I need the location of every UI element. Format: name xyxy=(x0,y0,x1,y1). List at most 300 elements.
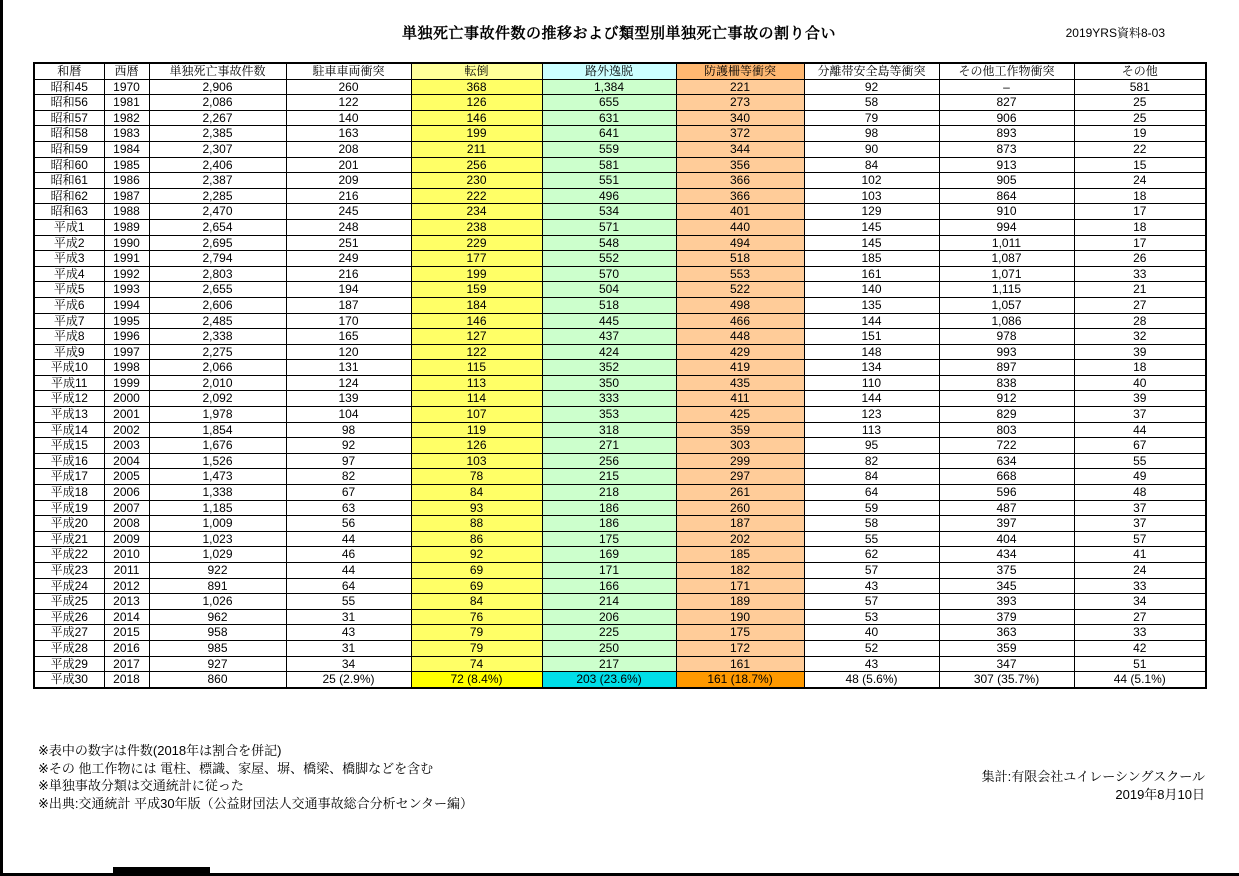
table-cell: 359 xyxy=(939,640,1074,656)
table-cell: 145 xyxy=(804,219,939,235)
table-cell: 115 xyxy=(411,360,542,376)
table-cell: 230 xyxy=(411,173,542,189)
table-cell: 372 xyxy=(676,126,804,142)
table-cell: 平成9 xyxy=(34,344,104,360)
footnote: ※その 他工作物には 電柱、標識、家屋、塀、橋梁、橋脚などを含む xyxy=(38,760,434,776)
table-cell: 59 xyxy=(804,500,939,516)
table-cell: 145 xyxy=(804,235,939,251)
table-cell: 平成24 xyxy=(34,578,104,594)
table-row xyxy=(34,157,1206,173)
table-cell: 2011 xyxy=(104,563,149,579)
table-cell: 166 xyxy=(542,578,676,594)
table-row xyxy=(34,204,1206,220)
table-cell: 74 xyxy=(411,656,542,672)
table-cell: 873 xyxy=(939,141,1074,157)
table-cell: 1985 xyxy=(104,157,149,173)
table-cell: 170 xyxy=(286,313,411,329)
table-cell: 494 xyxy=(676,235,804,251)
table-cell: 55 xyxy=(1074,453,1206,469)
table-cell: 518 xyxy=(542,297,676,313)
table-cell: 2,385 xyxy=(149,126,286,142)
table-cell: 1984 xyxy=(104,141,149,157)
table-cell: 216 xyxy=(286,188,411,204)
table-cell: 22 xyxy=(1074,141,1206,157)
table-cell: 978 xyxy=(939,329,1074,345)
table-row xyxy=(34,235,1206,251)
table-cell: 55 xyxy=(286,594,411,610)
table-cell: 297 xyxy=(676,469,804,485)
table-cell: 189 xyxy=(676,594,804,610)
table-row xyxy=(34,625,1206,641)
table-cell: 39 xyxy=(1074,344,1206,360)
table-cell: 2,606 xyxy=(149,297,286,313)
table-row xyxy=(34,407,1206,423)
table-cell: 78 xyxy=(411,469,542,485)
table-cell: 28 xyxy=(1074,313,1206,329)
table-cell: 1998 xyxy=(104,360,149,376)
table-cell: 1994 xyxy=(104,297,149,313)
table-cell: 159 xyxy=(411,282,542,298)
table-cell: 273 xyxy=(676,95,804,111)
table-cell: 340 xyxy=(676,110,804,126)
table-cell: 913 xyxy=(939,157,1074,173)
table-cell: 2005 xyxy=(104,469,149,485)
table-cell: 92 xyxy=(804,79,939,95)
table-cell: 2001 xyxy=(104,407,149,423)
table-cell: 123 xyxy=(804,407,939,423)
table-cell: 129 xyxy=(804,204,939,220)
table-cell: 34 xyxy=(286,656,411,672)
table-cell: 124 xyxy=(286,375,411,391)
table-cell: 912 xyxy=(939,391,1074,407)
table-cell: 249 xyxy=(286,251,411,267)
table-cell: 151 xyxy=(804,329,939,345)
table-cell: 393 xyxy=(939,594,1074,610)
table-cell: 69 xyxy=(411,563,542,579)
table-cell: 97 xyxy=(286,453,411,469)
table-cell: 平成14 xyxy=(34,422,104,438)
table-cell: 102 xyxy=(804,173,939,189)
table-cell: 25 xyxy=(1074,110,1206,126)
table-cell: 2010 xyxy=(104,547,149,563)
table-cell: 534 xyxy=(542,204,676,220)
table-cell: 122 xyxy=(286,95,411,111)
table-row xyxy=(34,344,1206,360)
table-cell: 2,485 xyxy=(149,313,286,329)
table-cell: 248 xyxy=(286,219,411,235)
table-cell: 2006 xyxy=(104,485,149,501)
table-cell: 344 xyxy=(676,141,804,157)
table-cell: 昭和62 xyxy=(34,188,104,204)
table-cell: 352 xyxy=(542,360,676,376)
table-cell: 2000 xyxy=(104,391,149,407)
table-cell: 113 xyxy=(411,375,542,391)
table-cell: 350 xyxy=(542,375,676,391)
table-cell: 110 xyxy=(804,375,939,391)
table-cell: 51 xyxy=(1074,656,1206,672)
table-row xyxy=(34,141,1206,157)
table-cell: 44 (5.1%) xyxy=(1074,672,1206,688)
table-cell: 84 xyxy=(804,157,939,173)
table-cell: 88 xyxy=(411,516,542,532)
table-cell: 1988 xyxy=(104,204,149,220)
column-header: 路外逸脱 xyxy=(542,63,676,79)
table-cell: 135 xyxy=(804,297,939,313)
table-cell: 435 xyxy=(676,375,804,391)
table-cell: 2016 xyxy=(104,640,149,656)
column-header: 単独死亡事故件数 xyxy=(149,63,286,79)
table-cell: 2018 xyxy=(104,672,149,688)
table-cell: 245 xyxy=(286,204,411,220)
table-cell: 平成12 xyxy=(34,391,104,407)
table-cell: 897 xyxy=(939,360,1074,376)
column-header: その他工作物衝突 xyxy=(939,63,1074,79)
table-cell: 1,115 xyxy=(939,282,1074,298)
table-cell: 496 xyxy=(542,188,676,204)
table-cell: 18 xyxy=(1074,219,1206,235)
table-cell: 445 xyxy=(542,313,676,329)
table-cell: 260 xyxy=(676,500,804,516)
table-cell: 58 xyxy=(804,95,939,111)
table-cell: 平成3 xyxy=(34,251,104,267)
table-body xyxy=(34,79,1206,688)
table-cell: 44 xyxy=(286,563,411,579)
table-cell: 2,655 xyxy=(149,282,286,298)
table-row xyxy=(34,656,1206,672)
table-cell: 25 xyxy=(1074,95,1206,111)
table-cell: 86 xyxy=(411,531,542,547)
table-cell: 146 xyxy=(411,313,542,329)
table-cell: 82 xyxy=(804,453,939,469)
table-cell: 581 xyxy=(542,157,676,173)
table-cell: 1,185 xyxy=(149,500,286,516)
table-cell: 平成13 xyxy=(34,407,104,423)
table-cell: 98 xyxy=(804,126,939,142)
table-cell: 2,307 xyxy=(149,141,286,157)
document-reference: 2019YRS資料8-03 xyxy=(1065,26,1165,40)
accident-stats-table xyxy=(33,62,1207,689)
table-cell: 134 xyxy=(804,360,939,376)
table-cell: 829 xyxy=(939,407,1074,423)
column-header: その他 xyxy=(1074,63,1206,79)
table-row xyxy=(34,531,1206,547)
table-cell: 985 xyxy=(149,640,286,656)
table-cell: 37 xyxy=(1074,407,1206,423)
table-cell: 187 xyxy=(286,297,411,313)
table-cell: 668 xyxy=(939,469,1074,485)
table-cell: 366 xyxy=(676,188,804,204)
table-cell: 185 xyxy=(804,251,939,267)
table-cell: 昭和45 xyxy=(34,79,104,95)
table-row xyxy=(34,360,1206,376)
table-row xyxy=(34,126,1206,142)
footnote: ※表中の数字は件数(2018年は割合を併記) xyxy=(38,743,282,758)
table-cell: 271 xyxy=(542,438,676,454)
table-cell: 1,978 xyxy=(149,407,286,423)
table-row xyxy=(34,516,1206,532)
table-cell: 250 xyxy=(542,640,676,656)
table-row xyxy=(34,79,1206,95)
table-cell: 122 xyxy=(411,344,542,360)
table-cell: 185 xyxy=(676,547,804,563)
table-cell: 1,384 xyxy=(542,79,676,95)
table-cell: 559 xyxy=(542,141,676,157)
table-cell: 1,071 xyxy=(939,266,1074,282)
table-row xyxy=(34,297,1206,313)
table-cell: 225 xyxy=(542,625,676,641)
table-cell: 1,676 xyxy=(149,438,286,454)
table-cell: 2,086 xyxy=(149,95,286,111)
table-cell: 41 xyxy=(1074,547,1206,563)
table-cell: 202 xyxy=(676,531,804,547)
table-cell: 522 xyxy=(676,282,804,298)
credit-company: 集計:有限会社ユイレーシングスクール xyxy=(981,769,1205,784)
table-cell: 平成21 xyxy=(34,531,104,547)
table-cell: 891 xyxy=(149,578,286,594)
table-cell: 98 xyxy=(286,422,411,438)
table-cell: 146 xyxy=(411,110,542,126)
table-cell: 37 xyxy=(1074,516,1206,532)
table-cell: 40 xyxy=(804,625,939,641)
table-cell: 184 xyxy=(411,297,542,313)
table-cell: 553 xyxy=(676,266,804,282)
table-cell: 260 xyxy=(286,79,411,95)
table-cell: 498 xyxy=(676,297,804,313)
table-cell: 79 xyxy=(804,110,939,126)
table-cell: 56 xyxy=(286,516,411,532)
table-cell: 518 xyxy=(676,251,804,267)
table-cell: 161 (18.7%) xyxy=(676,672,804,688)
table-cell: 570 xyxy=(542,266,676,282)
table-cell: 962 xyxy=(149,609,286,625)
table-cell: 平成27 xyxy=(34,625,104,641)
table-cell: 119 xyxy=(411,422,542,438)
table-cell: 434 xyxy=(939,547,1074,563)
table-cell: 345 xyxy=(939,578,1074,594)
table-cell: 366 xyxy=(676,173,804,189)
table-cell: 551 xyxy=(542,173,676,189)
table-cell: 55 xyxy=(804,531,939,547)
table-cell: 148 xyxy=(804,344,939,360)
table-cell: 2,654 xyxy=(149,219,286,235)
table-cell: 424 xyxy=(542,344,676,360)
column-header: 分離帯安全島等衝突 xyxy=(804,63,939,79)
table-cell: 208 xyxy=(286,141,411,157)
table-cell: 24 xyxy=(1074,173,1206,189)
table-cell: 43 xyxy=(286,625,411,641)
table-row xyxy=(34,188,1206,204)
table-cell: 37 xyxy=(1074,500,1206,516)
table-cell: 2013 xyxy=(104,594,149,610)
table-cell: 1,087 xyxy=(939,251,1074,267)
table-cell: 140 xyxy=(804,282,939,298)
table-cell: 161 xyxy=(804,266,939,282)
table-cell: 906 xyxy=(939,110,1074,126)
table-cell: 40 xyxy=(1074,375,1206,391)
table-cell: 平成10 xyxy=(34,360,104,376)
table-cell: 221 xyxy=(676,79,804,95)
header-row xyxy=(34,63,1206,79)
table-cell: 49 xyxy=(1074,469,1206,485)
footnote: ※出典:交通統計 平成30年版（公益財団法人交通事故総合分析センター編） xyxy=(38,795,474,811)
table-cell: 194 xyxy=(286,282,411,298)
table-cell: 103 xyxy=(804,188,939,204)
table-cell: 2004 xyxy=(104,453,149,469)
table-cell: 1997 xyxy=(104,344,149,360)
table-cell: 43 xyxy=(804,656,939,672)
table-cell: 31 xyxy=(286,640,411,656)
table-cell: 187 xyxy=(676,516,804,532)
table-cell: 139 xyxy=(286,391,411,407)
table-cell: 922 xyxy=(149,563,286,579)
table-cell: 356 xyxy=(676,157,804,173)
table-cell: 864 xyxy=(939,188,1074,204)
table-cell: – xyxy=(939,79,1074,95)
table-cell: 2014 xyxy=(104,609,149,625)
table-cell: 203 (23.6%) xyxy=(542,672,676,688)
table-cell: 2012 xyxy=(104,578,149,594)
table-cell: 2,387 xyxy=(149,173,286,189)
table-cell: 838 xyxy=(939,375,1074,391)
table-cell: 17 xyxy=(1074,204,1206,220)
table-cell: 24 xyxy=(1074,563,1206,579)
table-cell: 206 xyxy=(542,609,676,625)
table-cell: 222 xyxy=(411,188,542,204)
table-cell: 平成19 xyxy=(34,500,104,516)
table-cell: 631 xyxy=(542,110,676,126)
table-cell: 昭和60 xyxy=(34,157,104,173)
table-cell: 215 xyxy=(542,469,676,485)
table-cell: 2003 xyxy=(104,438,149,454)
table-cell: 18 xyxy=(1074,360,1206,376)
table-cell: 827 xyxy=(939,95,1074,111)
table-cell: 201 xyxy=(286,157,411,173)
table-cell: 1982 xyxy=(104,110,149,126)
table-cell: 175 xyxy=(676,625,804,641)
table-cell: 411 xyxy=(676,391,804,407)
table-cell: 72 (8.4%) xyxy=(411,672,542,688)
table-row xyxy=(34,375,1206,391)
table-cell: 1,057 xyxy=(939,297,1074,313)
table-cell: 144 xyxy=(804,391,939,407)
table-cell: 359 xyxy=(676,422,804,438)
table-cell: 平成23 xyxy=(34,563,104,579)
table-cell: 平成4 xyxy=(34,266,104,282)
table-row xyxy=(34,282,1206,298)
table-cell: 504 xyxy=(542,282,676,298)
table-cell: 993 xyxy=(939,344,1074,360)
table-cell: 平成8 xyxy=(34,329,104,345)
table-row xyxy=(34,469,1206,485)
table-row xyxy=(34,251,1206,267)
table-cell: 126 xyxy=(411,438,542,454)
table-cell: 175 xyxy=(542,531,676,547)
table-cell: 平成1 xyxy=(34,219,104,235)
table-cell: 163 xyxy=(286,126,411,142)
table-cell: 548 xyxy=(542,235,676,251)
table-cell: 234 xyxy=(411,204,542,220)
table-cell: 1983 xyxy=(104,126,149,142)
table-cell: 95 xyxy=(804,438,939,454)
table-cell: 2,470 xyxy=(149,204,286,220)
table-cell: 186 xyxy=(542,516,676,532)
table-cell: 238 xyxy=(411,219,542,235)
table-row xyxy=(34,422,1206,438)
table-cell: 347 xyxy=(939,656,1074,672)
table-cell: 48 (5.6%) xyxy=(804,672,939,688)
table-cell: 平成15 xyxy=(34,438,104,454)
table-cell: 429 xyxy=(676,344,804,360)
table-cell: 平成25 xyxy=(34,594,104,610)
table-cell: 57 xyxy=(804,563,939,579)
table-cell: 140 xyxy=(286,110,411,126)
table-cell: 401 xyxy=(676,204,804,220)
table-cell: 27 xyxy=(1074,609,1206,625)
table-row xyxy=(34,563,1206,579)
table-row xyxy=(34,609,1206,625)
table-cell: 182 xyxy=(676,563,804,579)
table-cell: 63 xyxy=(286,500,411,516)
table-cell: 2,285 xyxy=(149,188,286,204)
table-row xyxy=(34,95,1206,111)
table-cell: 2,906 xyxy=(149,79,286,95)
credit-block xyxy=(982,768,1205,804)
table-cell: 2,794 xyxy=(149,251,286,267)
table-cell: 634 xyxy=(939,453,1074,469)
table-cell: 1,526 xyxy=(149,453,286,469)
table-cell: 186 xyxy=(542,500,676,516)
table-cell: 958 xyxy=(149,625,286,641)
table-cell: 84 xyxy=(411,485,542,501)
table-cell: 昭和57 xyxy=(34,110,104,126)
table-cell: 平成18 xyxy=(34,485,104,501)
table-cell: 2,275 xyxy=(149,344,286,360)
table-cell: 昭和63 xyxy=(34,204,104,220)
table-cell: 466 xyxy=(676,313,804,329)
table-cell: 43 xyxy=(804,578,939,594)
table-cell: 平成28 xyxy=(34,640,104,656)
table-cell: 82 xyxy=(286,469,411,485)
table-cell: 404 xyxy=(939,531,1074,547)
table-cell: 39 xyxy=(1074,391,1206,407)
table-cell: 平成26 xyxy=(34,609,104,625)
table-cell: 1995 xyxy=(104,313,149,329)
table-header xyxy=(34,63,1206,79)
table-cell: 256 xyxy=(411,157,542,173)
table-row xyxy=(34,438,1206,454)
table-cell: 893 xyxy=(939,126,1074,142)
table-row xyxy=(34,594,1206,610)
table-cell: 353 xyxy=(542,407,676,423)
table-row xyxy=(34,173,1206,189)
table-cell: 209 xyxy=(286,173,411,189)
column-header: 西暦 xyxy=(104,63,149,79)
table-row xyxy=(34,640,1206,656)
table-cell: 1986 xyxy=(104,173,149,189)
table-cell: 1987 xyxy=(104,188,149,204)
table-cell: 33 xyxy=(1074,625,1206,641)
table-cell: 53 xyxy=(804,609,939,625)
table-cell: 910 xyxy=(939,204,1074,220)
table-cell: 261 xyxy=(676,485,804,501)
table-cell: 平成6 xyxy=(34,297,104,313)
table-cell: 79 xyxy=(411,640,542,656)
table-cell: 303 xyxy=(676,438,804,454)
table-cell: 1993 xyxy=(104,282,149,298)
table-cell: 251 xyxy=(286,235,411,251)
table-cell: 2,267 xyxy=(149,110,286,126)
table-cell: 905 xyxy=(939,173,1074,189)
